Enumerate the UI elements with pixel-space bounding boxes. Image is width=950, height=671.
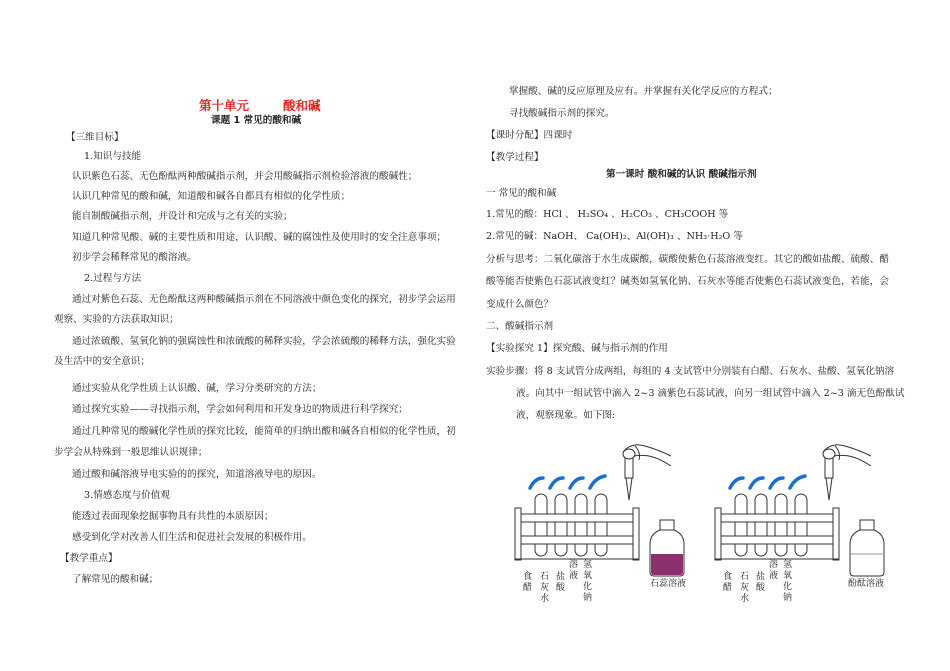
section-goals: 【三维目标】	[66, 132, 124, 143]
part-two-heading: 二、酸碱指示剂	[486, 321, 554, 332]
experiment-steps: 液，观察现象。如下图:	[516, 410, 616, 421]
knowledge-line: 初步学会稀释常见的酸溶液。	[72, 252, 197, 263]
experiment-steps: 实验步骤：将 8 支试管分成两组，每组的 4 支试管中分别装有白醋、石灰水、盐酸、氢氧化钠溶	[486, 366, 895, 377]
process-line: 通过探究实验——寻找指示剂，学会如何利用和开发身边的物质进行科学探究；	[72, 404, 408, 415]
common-acids: 1.常见的酸：HCl 、 H₂SO₄ 、H₂CO₃ 、CH₃COOH 等	[486, 209, 729, 220]
process-line: 通过浓硫酸、氢氧化钠的强腐蚀性和浓硫酸的稀释实验，学会浓硫酸的稀释方法，强化实验	[72, 336, 456, 347]
common-bases: 2.常见的碱：NaOH、 Ca(OH)₂、Al(OH)₃ 、NH₃·H₂O 等	[486, 231, 743, 242]
unit-title: 第十单元	[199, 98, 250, 113]
analysis-line: 酸等能否使紫色石蕊试液变红？碱类如氢氧化钠、石灰水等能否使紫色石蕊试液变色，若能，会	[486, 276, 889, 287]
process-line: 通过对紫色石蕊、无色酚酞这两种酸碱指示剂在不同溶液中颜色变化的探究，初步学会运用	[72, 294, 456, 305]
tube-label: 盐酸	[756, 572, 766, 593]
heading-knowledge: 1.知识与技能	[84, 151, 142, 162]
section-hours: 【课时分配】四课时	[486, 130, 573, 141]
section-key-points: 【教学重点】	[60, 553, 118, 564]
knowledge-line: 认识紫色石蕊、无色酚酞两种酸碱指示剂，并会用酸碱指示剂检验溶液的酸碱性；	[72, 171, 418, 182]
knowledge-line: 知道几种常见酸、碱的主要性质和用途，认识酸、碱的腐蚀性及使用时的安全注意事项；	[72, 232, 447, 243]
knowledge-line: 认识几种常见的酸和碱，知道酸和碱各自都具有相似的化学性质；	[72, 191, 351, 202]
process-line: 通过实验从化学性质上认识酸、碱，学习分类研究的方法；	[72, 383, 322, 394]
drop-arrow-icons	[530, 476, 605, 488]
difficulty-line: 掌握酸、碱的反应原理及应有。并掌握有关化学反应的方程式；	[509, 86, 778, 97]
difficulty-line: 寻找酸碱指示剂的探究。	[509, 108, 615, 119]
lesson-title: 课题 1 常见的酸和碱	[211, 115, 302, 126]
analysis-line: 变成什么颜色？	[486, 299, 554, 310]
knowledge-line: 能自制酸碱指示剂，并设计和完成与之有关的实验；	[72, 211, 293, 222]
tube-label: 氢氧化钠	[783, 560, 793, 603]
drop-arrow-icons	[730, 476, 805, 488]
emotion-line: 感受到化学对改善人们生活和促进社会发展的积极作用。	[72, 532, 312, 543]
experiment-steps: 液。向其中一组试管中滴入 2~3 滴紫色石蕊试液，向另一组试管中滴入 2~3 滴无色酚酞试	[516, 388, 905, 399]
tube-label: 氢氧化钠	[583, 560, 593, 603]
process-line: 及生活中的安全意识；	[54, 356, 150, 367]
unit-subject: 酸和碱	[283, 98, 321, 113]
emotion-line: 能透过表面现象挖掘事物具有共性的本质原因；	[72, 511, 274, 522]
key-point-line: 了解常见的酸和碱；	[72, 574, 159, 585]
process-line: 通过几种常见的酸碱化学性质的探究比较，能简单的归纳出酸和碱各自相似的化学性质，初	[72, 426, 456, 437]
lesson-one-title: 第一课时 酸和碱的认识 酸碱指示剂	[606, 169, 757, 180]
tube-label: 食醋	[523, 572, 533, 593]
tube-label: 石灰水	[540, 572, 550, 604]
tube-label: 石灰水	[740, 572, 750, 604]
part-one-heading: 一 常见的酸和碱	[486, 188, 557, 199]
phenolphthalein-bottle-icon	[848, 520, 888, 578]
experiment-title: 【实验探究 1】探究酸、碱与指示剂的作用	[486, 343, 668, 354]
heading-emotion: 3.情感态度与价值观	[84, 490, 170, 501]
bottle-label: 石蕊溶液	[650, 579, 687, 589]
section-teaching-process: 【教学过程】	[486, 152, 544, 163]
dropper-hand-icon	[823, 445, 871, 500]
process-line: 步学会从特殊到一般思维认识规律；	[54, 447, 208, 458]
analysis-line: 分析与思考：二氧化碳溶于水生成碳酸，碳酸使紫色石蕊溶液变红。其它的酸如盐酸、硫酸、醋	[486, 254, 889, 265]
test-tube-icons	[535, 494, 607, 556]
tube-label: 盐酸	[556, 572, 566, 593]
process-line: 通过酸和碱溶液导电实验的的探究，知道溶液导电的原因。	[72, 469, 322, 480]
tube-label: 食醋	[723, 572, 733, 593]
tube-label: 溶液	[769, 560, 779, 581]
process-line: 观察、实验的方法获取知识；	[54, 314, 179, 325]
bottle-label: 酚酞溶液	[848, 579, 885, 589]
test-tube-icons	[735, 494, 807, 556]
heading-process: 2.过程与方法	[84, 273, 142, 284]
dropper-hand-icon	[623, 445, 671, 500]
litmus-bottle-icon	[648, 520, 688, 578]
tube-label: 溶液	[569, 560, 579, 581]
